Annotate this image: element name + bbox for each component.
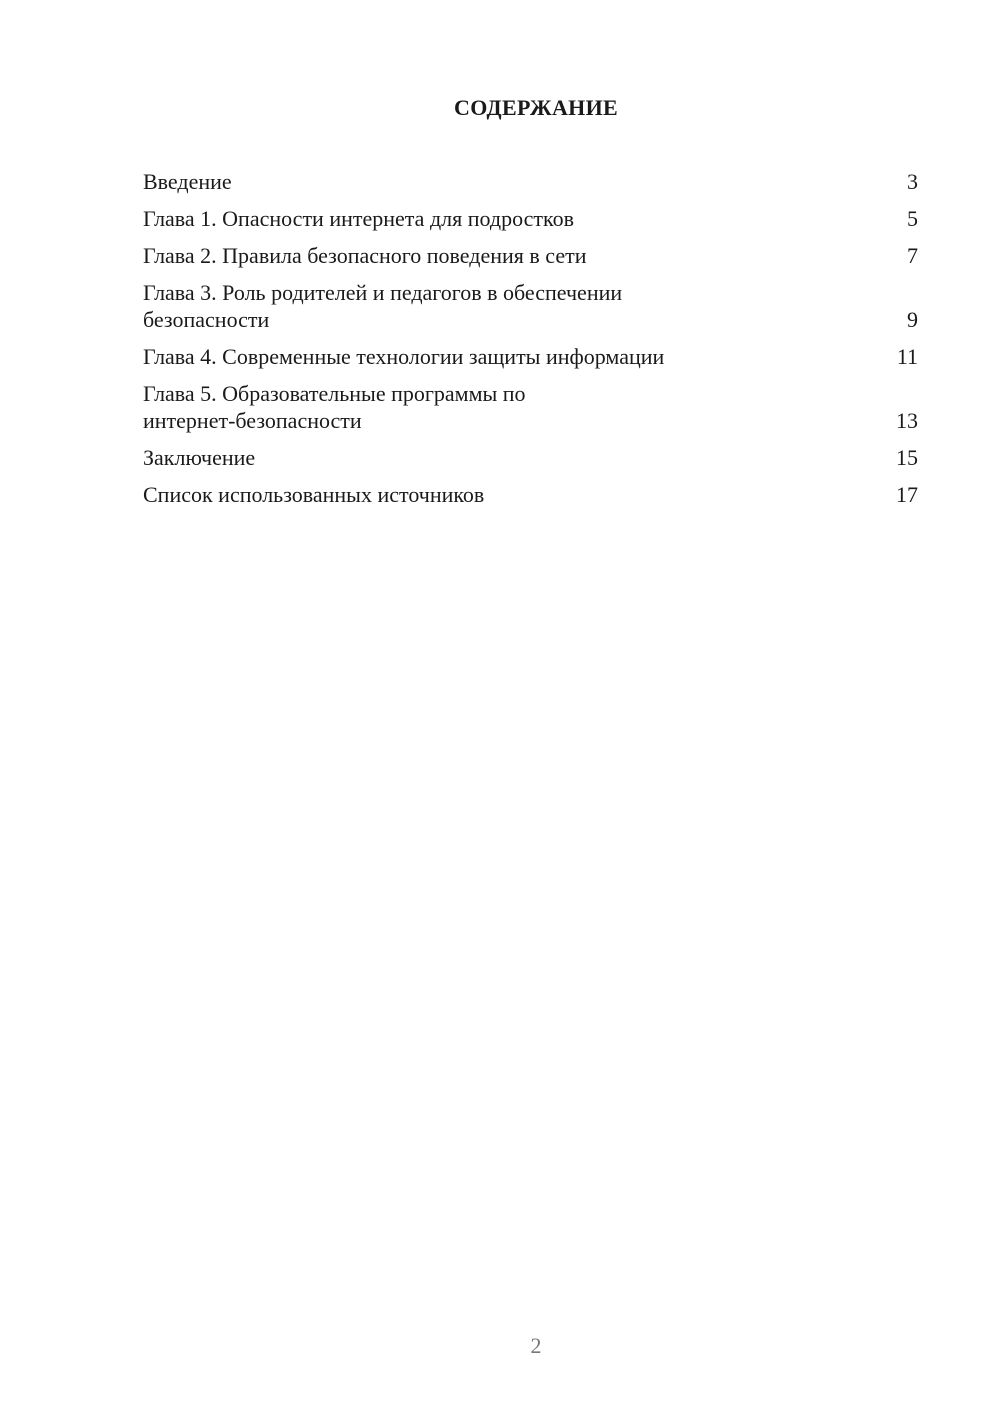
- toc-entry: [143, 205, 918, 232]
- toc-entry: [143, 380, 918, 434]
- toc-entry-title: Глава 5. Образовательные программы по интернет-безопасности: [143, 381, 526, 433]
- table-of-contents: [143, 168, 918, 518]
- toc-entry: [143, 242, 918, 269]
- toc-entry: [143, 279, 918, 333]
- page-title: СОДЕРЖАНИЕ: [454, 95, 618, 120]
- toc-entry-page: 13: [896, 408, 918, 433]
- toc-entry: [143, 481, 918, 508]
- toc-entry-title: Список использованных источников: [143, 482, 485, 507]
- toc-entry-title: Заключение: [143, 445, 256, 470]
- toc-entry-page: 7: [907, 243, 918, 268]
- toc-entry-title: Глава 3. Роль родителей и педагогов в обеспечении безопасности: [143, 280, 623, 332]
- toc-entry-page: 3: [907, 169, 918, 194]
- toc-entry: [143, 168, 918, 195]
- toc-entry: [143, 343, 918, 370]
- toc-entry-page: 9: [907, 307, 918, 332]
- toc-entry: [143, 444, 918, 471]
- toc-entry-page: 15: [896, 445, 918, 470]
- toc-entry-page: 17: [896, 482, 918, 507]
- toc-entry-title: Глава 4. Современные технологии защиты информации: [143, 344, 665, 369]
- page-number: 2: [530, 1333, 542, 1358]
- toc-entry-title: Глава 2. Правила безопасного поведения в сети: [143, 243, 587, 268]
- toc-entry-page: 11: [896, 344, 918, 369]
- toc-entry-title: Глава 1. Опасности интернета для подростков: [143, 206, 574, 231]
- toc-entry-page: 5: [907, 206, 918, 231]
- toc-entry-title: Введение: [143, 169, 232, 194]
